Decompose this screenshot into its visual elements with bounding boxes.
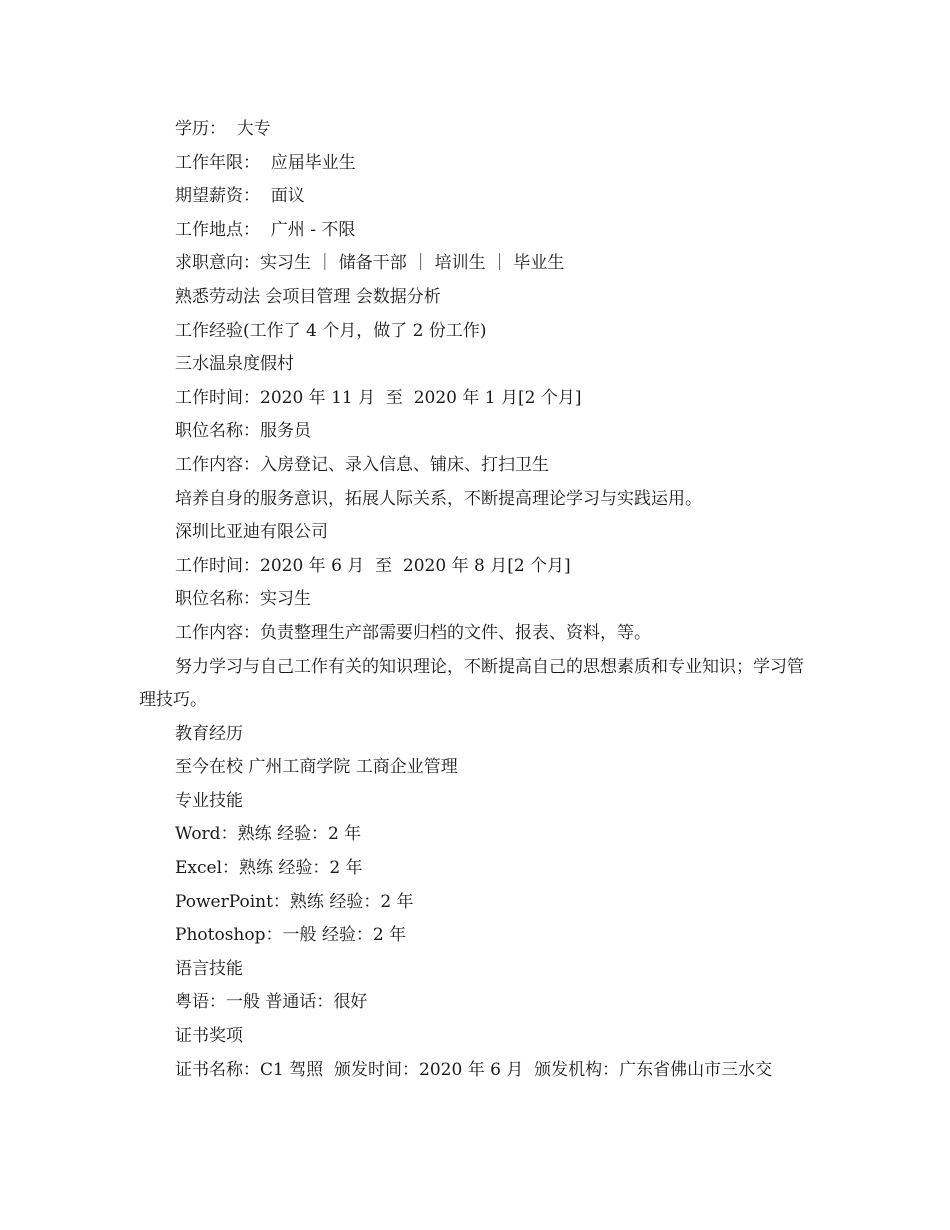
skill-word: Word：熟练 经验：2 年 (175, 824, 362, 845)
skill-powerpoint: PowerPoint：熟练 经验：2 年 (175, 891, 414, 912)
skill-excel: Excel：熟练 经验：2 年 (175, 858, 363, 879)
expected-salary-line: 期望薪资： 面议 (175, 186, 305, 207)
work-years-line: 工作年限： 应届毕业生 (175, 152, 356, 173)
language-skills-heading: 语言技能 (175, 958, 243, 979)
skill-photoshop: Photoshop：一般 经验：2 年 (175, 925, 407, 946)
skills-summary-line: 熟悉劳动法 会项目管理 会数据分析 (175, 286, 441, 307)
job-content-1: 工作内容：入房登记、录入信息、铺床、打扫卫生 (175, 454, 549, 475)
certificate-entry: 证书名称：C1 驾照 颁发时间：2020 年 6 月 颁发机构：广东省佛山市三水交 (175, 1059, 773, 1080)
company-name-2: 深圳比亚迪有限公司 (175, 522, 328, 543)
education-heading: 教育经历 (175, 723, 243, 744)
position-title-1: 职位名称：服务员 (175, 421, 311, 442)
resume-body (139, 113, 819, 1087)
certificates-heading: 证书奖项 (175, 1026, 243, 1047)
position-title-2: 职位名称：实习生 (175, 589, 311, 610)
job-summary-1: 培养自身的服务意识，拓展人际关系，不断提高理论学习与实践运用。 (175, 488, 702, 509)
language-skills-entry: 粤语：一般 普通话：很好 (175, 992, 368, 1013)
work-period-2: 工作时间：2020 年 6 月 至 2020 年 8 月[2 个月] (175, 555, 571, 576)
job-intention-line: 求职意向：实习生 ｜ 储备干部 ｜ 培训生 ｜ 毕业生 (175, 253, 565, 274)
work-period-1: 工作时间：2020 年 11 月 至 2020 年 1 月[2 个月] (175, 387, 582, 408)
job-content-2: 工作内容：负责整理生产部需要归档的文件、报表、资料，等。 (175, 622, 651, 643)
work-experience-heading: 工作经验(工作了 4 个月，做了 2 份工作) (175, 320, 487, 341)
work-location-line: 工作地点： 广州 - 不限 (175, 219, 356, 240)
job-summary-2: 努力学习与自己工作有关的知识理论，不断提高自己的思想素质和专业知识；学习管理技巧。 (139, 656, 804, 711)
education-level-line: 学历： 大专 (175, 119, 271, 139)
education-entry: 至今在校 广州工商学院 工商企业管理 (175, 757, 458, 778)
company-name-1: 三水温泉度假村 (175, 354, 294, 375)
professional-skills-heading: 专业技能 (175, 790, 243, 811)
